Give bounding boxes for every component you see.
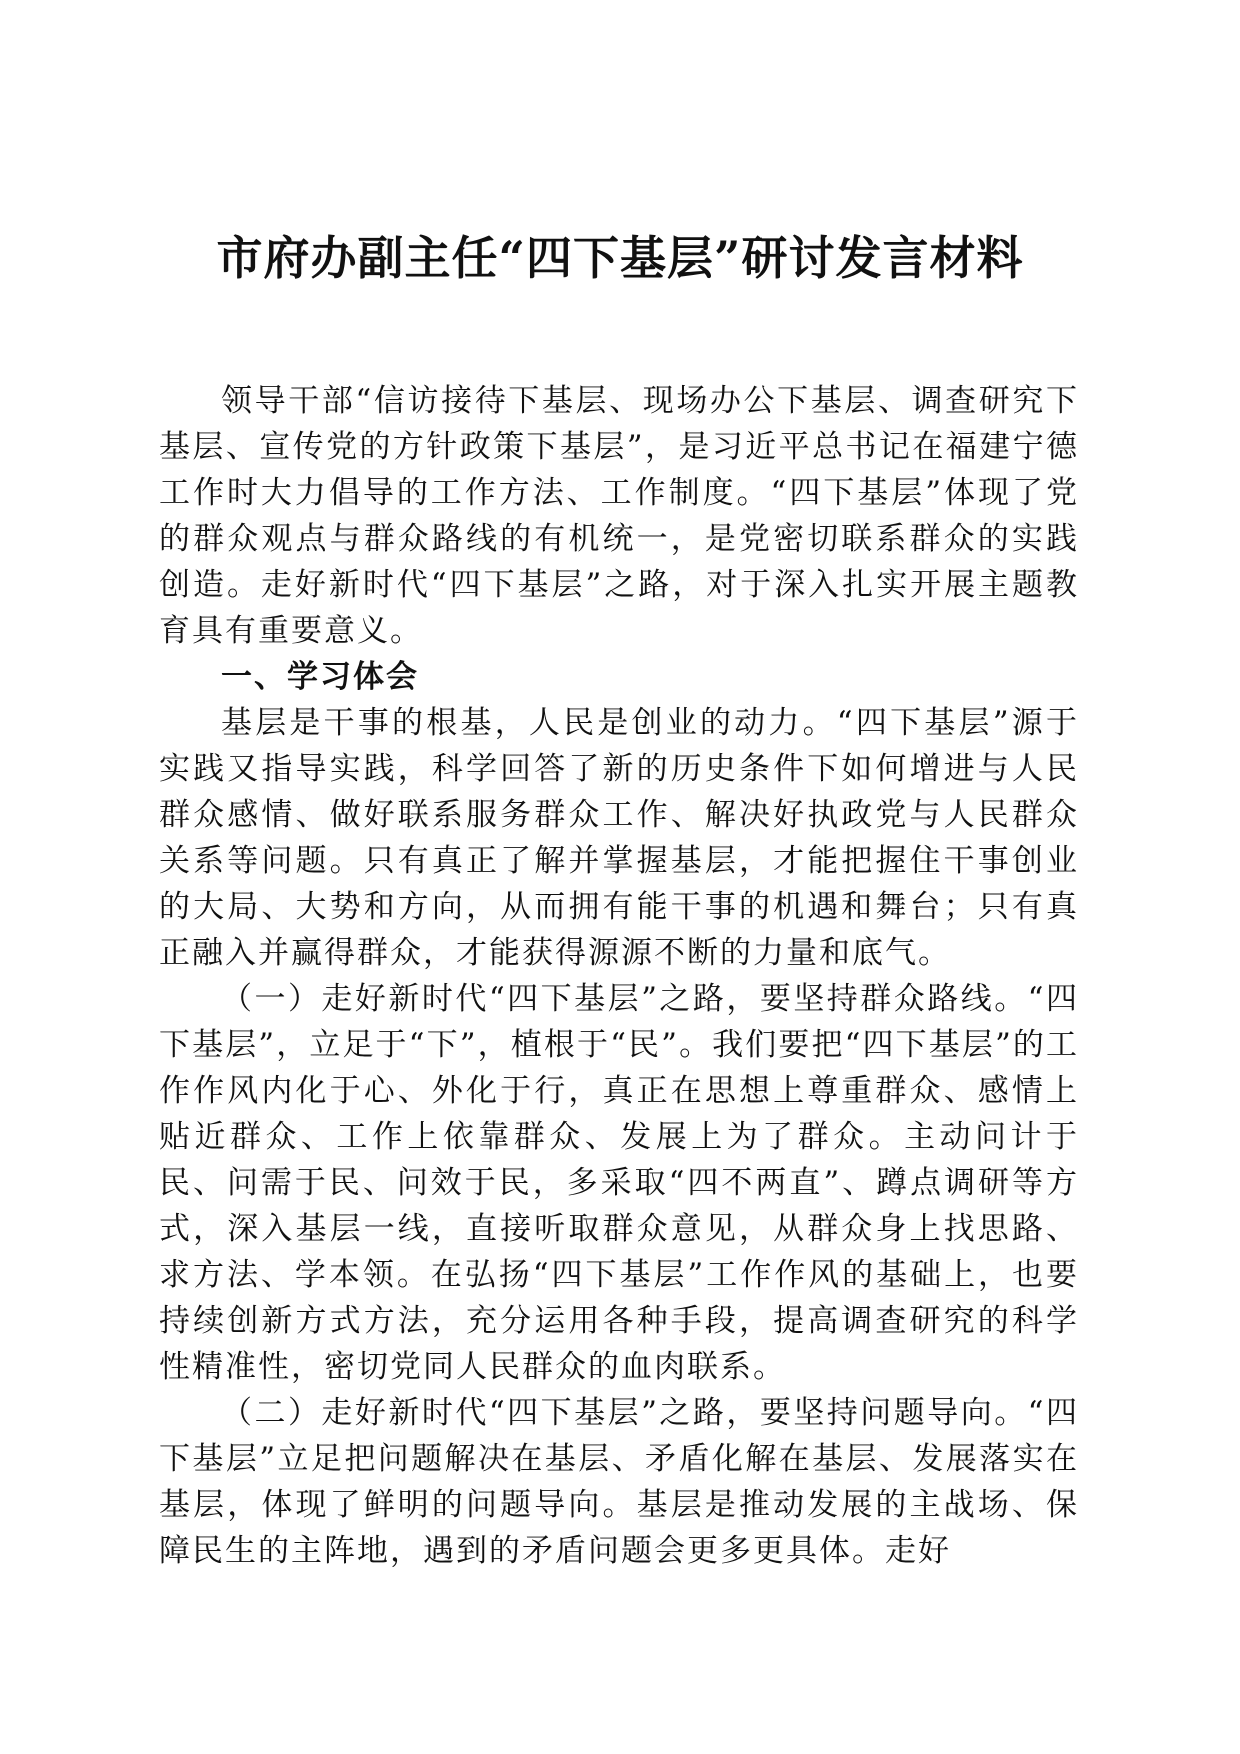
body-paragraph-3: （二）走好新时代“四下基层”之路，要坚持问题导向。“四下基层”立足把问题解决在基层、矛盾化解在基层、发展落实在基层，体现了鲜明的问题导向。基层是推动发展的主战场、保障民生的主阵地，遇到的矛盾问题会更多更具体。走好: [159, 1395, 1079, 1569]
intro-paragraph: 领导干部“信访接待下基层、现场办公下基层、调查研究下基层、宣传党的方针政策下基层”，是习近平总书记在福建宁德工作时大力倡导的工作方法、工作制度。“四下基层”体现了党的群众观点与群众路线的有机统一，是党密切联系群众的实践创造。走好新时代“四下基层”之路，对于深入扎实开展主题教育具有重要意义。: [159, 383, 1079, 649]
body-paragraph-2: （一）走好新时代“四下基层”之路，要坚持群众路线。“四下基层”，立足于“下”，植根于“民”。我们要把“四下基层”的工作作风内化于心、外化于行，真正在思想上尊重群众、感情上贴近群众、工作上依靠群众、发展上为了群众。主动问计于民、问需于民、问效于民，多采取“四不两直”、蹲点调研等方式，深入基层一线，直接听取群众意见，从群众身上找思路、求方法、学本领。在弘扬“四下基层”工作作风的基础上，也要持续创新方式方法，充分运用各种手段，提高调查研究的科学性精准性，密切党同人民群众的血肉联系。: [159, 981, 1079, 1385]
document-body: [159, 378, 1079, 1574]
section-heading-1: 一、学习体会: [221, 659, 419, 695]
body-paragraph-1: 基层是干事的根基，人民是创业的动力。“四下基层”源于实践又指导实践，科学回答了新的历史条件下如何增进与人民群众感情、做好联系服务群众工作、解决好执政党与人民群众关系等问题。只有真正了解并掌握基层，才能把握住干事创业的大局、大势和方向，从而拥有能干事的机遇和舞台；只有真正融入并赢得群众，才能获得源源不断的力量和底气。: [159, 705, 1079, 971]
document-title: 市府办副主任“四下基层”研讨发言材料: [216, 231, 1024, 285]
